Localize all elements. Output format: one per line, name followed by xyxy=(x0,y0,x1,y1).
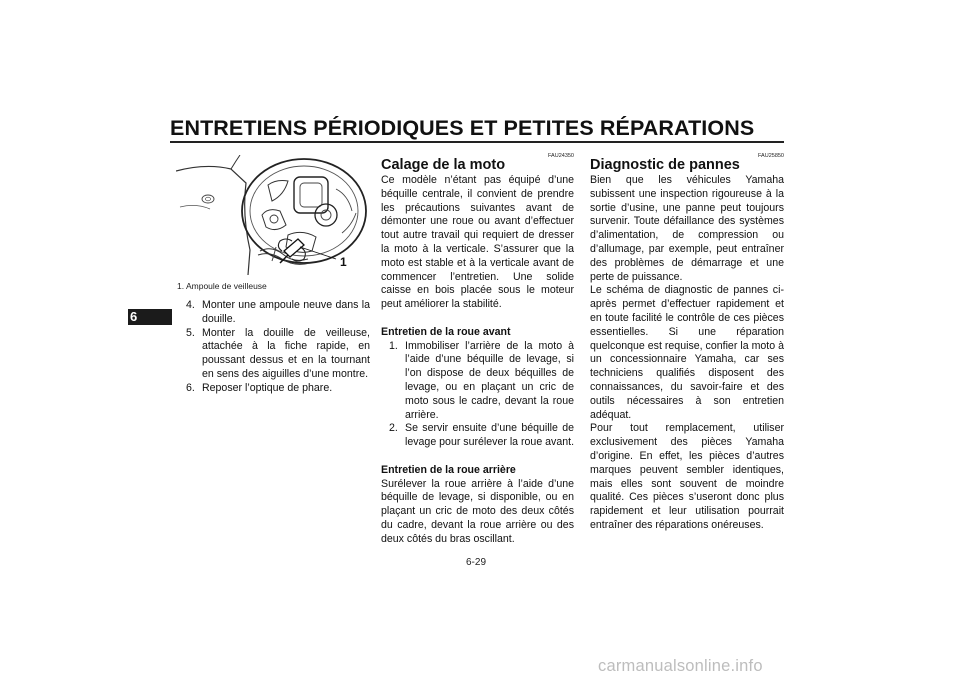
front-step-2 xyxy=(389,422,574,450)
step-4 xyxy=(186,299,370,327)
reference-code: FAU24350 xyxy=(548,153,574,159)
step-number: 1. xyxy=(389,339,398,352)
step-5 xyxy=(186,327,370,382)
subheading-front-wheel: Entretien de la roue avant xyxy=(381,325,511,338)
title-divider xyxy=(170,141,784,143)
subheading-rear-wheel: Entretien de la roue arrière xyxy=(381,463,516,476)
paragraph: Pour tout remplacement, utiliser exclusivement des pièces Yamaha d’origine. En effet, les pièces d’autres marques peuvent sembler identiques, mais elles sont souvent de moindre qualité. Ces pièces s’useront donc plus rapidement et leur utilisation pourrait entraîner des réparations onéreuses. xyxy=(590,422,784,531)
step-number: 4. xyxy=(186,299,195,311)
middle-column-body xyxy=(381,174,574,547)
step-text: Reposer l’optique de phare. xyxy=(202,381,333,394)
paragraph: Bien que les véhicules Yamaha subissent une inspection rigoureuse à la sortie d’usine, une panne peut toujours survenir. Toute défaillance des systèmes d’alimentation, de compression ou d’allumage, par exemple, peut entraîner des problèmes de démarrage et une perte de puissance. xyxy=(590,174,784,283)
step-number: 2. xyxy=(389,422,398,435)
paragraph: Le schéma de diagnostic de pannes ci-après permet d’effectuer rapidement et en toute facilité le contrôle de ces pièces essentielles. Si une réparation quelconque est requise, confier la moto à un concessionnaire Yamaha, car ses techniciens qualifiés disposent des connaissances, du savoir-faire et des outils nécessaires à son entretien adéquat. xyxy=(590,284,784,421)
figure-callout-1: 1 xyxy=(340,255,347,269)
step-text: Monter la douille de veilleuse, attachée à la fiche rapide, en poussant dessus et en la tournant en sens des aiguilles d’une montre. xyxy=(202,326,370,380)
headlight-bulb-illustration xyxy=(176,155,370,275)
watermark: carmanualsonline.info xyxy=(598,657,763,675)
section-heading-diagnostic: Diagnostic de pannes xyxy=(590,157,740,173)
chapter-tab: 6 xyxy=(128,309,172,325)
step-number: 6. xyxy=(186,381,195,394)
step-number: 5. xyxy=(186,326,195,339)
front-step-1 xyxy=(389,340,574,423)
page-number: 6-29 xyxy=(466,557,487,568)
intro-paragraph: Ce modèle n’étant pas équipé d’une béquille centrale, il convient de prendre les précautions suivantes avant de démonter une roue ou avant d’effectuer tout autre travail qui requiert de dresser la moto à la verticale. S’assurer que la moto est stable et à la verticale avant de commencer l’entretien. Une solide caisse en bois placée sous le moteur peut améliorer la stabilité. xyxy=(381,174,574,311)
step-text: Se servir ensuite d’une béquille de levage pour surélever la roue avant. xyxy=(405,422,575,449)
page-title: ENTRETIENS PÉRIODIQUES ET PETITES RÉPARATIONS xyxy=(170,116,755,140)
right-column-body xyxy=(590,174,784,533)
reference-code: FAU25850 xyxy=(758,153,784,159)
section-heading-calage: Calage de la moto xyxy=(381,157,506,173)
left-steps xyxy=(186,299,370,396)
step-6 xyxy=(186,382,370,396)
step-text: Immobiliser l’arrière de la moto à l’aide d’une béquille de levage, si l’on dispose de deux béquilles de levage, ou en plaçant un cric de moto sous le cadre, devant la roue arrière. xyxy=(405,339,574,421)
step-text: Monter une ampoule neuve dans la douille. xyxy=(202,299,370,325)
front-wheel-steps xyxy=(381,340,574,450)
figure-caption: 1. Ampoule de veilleuse xyxy=(177,281,267,291)
rear-wheel-paragraph: Surélever la roue arrière à l’aide d’une béquille de levage, si disponible, ou en plaçant un cric de moto des deux côtés du cadre, devant la roue arrière ou des deux côtés du bras oscillant. xyxy=(381,477,574,545)
